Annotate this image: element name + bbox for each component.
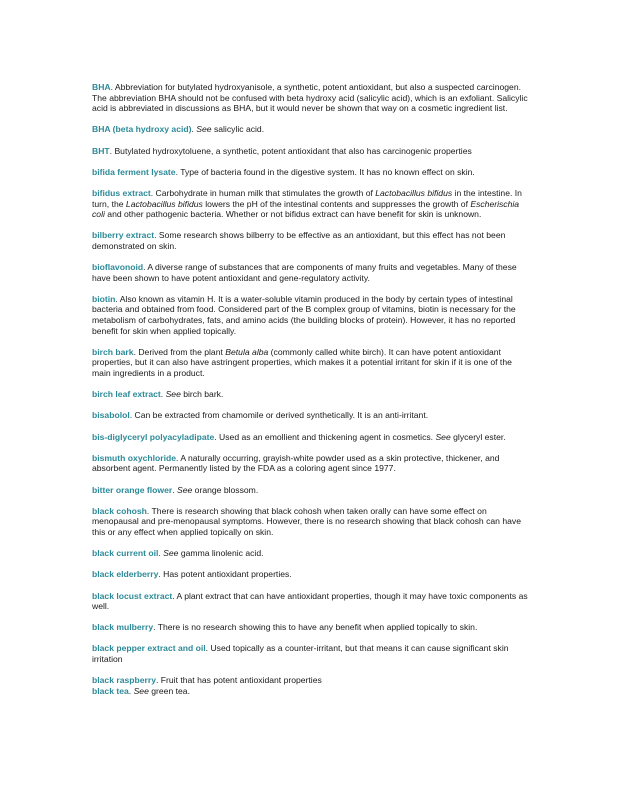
- entry-italic-text: See: [133, 685, 149, 696]
- entry-term: black cohosh: [92, 505, 147, 516]
- entry-term: BHA: [92, 82, 111, 92]
- glossary-entry: [92, 485, 528, 496]
- entry-italic-text: See: [177, 484, 193, 495]
- entry-italic-text: Lactobacillus bifidus: [375, 187, 453, 198]
- entry-term: black mulberry: [92, 622, 154, 633]
- entry-definition-text: . Derived from the plant: [133, 346, 226, 357]
- entry-italic-text: See: [196, 124, 212, 135]
- glossary-entry: [92, 124, 528, 135]
- entry-definition-text: .: [128, 685, 134, 696]
- entry-term: birch bark: [92, 346, 134, 357]
- entry-italic-text: Betula alba: [225, 346, 269, 357]
- entry-italic-text: See: [163, 548, 179, 559]
- entry-term: black current oil: [92, 548, 159, 559]
- entry-definition-text: glyceryl ester.: [450, 431, 506, 442]
- entry-definition-text: lowers the pH of the intestinal contents and suppresses the growth of: [202, 198, 471, 209]
- entry-definition-text: .: [160, 389, 166, 400]
- glossary-entry: [92, 347, 528, 379]
- entry-term: bisabolol: [92, 410, 130, 421]
- entry-definition-text: . Some research shows bilberry to be effective as an antioxidant, but this effect has not been demonstrated on skin.: [92, 230, 506, 251]
- entry-definition-text: . Has potent antioxidant properties.: [158, 569, 292, 580]
- glossary-entry: [92, 686, 528, 697]
- entry-term: BHT: [92, 145, 110, 156]
- entry-definition-text: . Used as an emollient and thickening agent in cosmetics.: [214, 431, 436, 442]
- entry-italic-text: See: [435, 431, 451, 442]
- glossary-entry: [92, 410, 528, 421]
- entry-italic-text: Lactobacillus bifidus: [125, 198, 203, 209]
- glossary-entry: [92, 432, 528, 443]
- entry-term: bilberry extract: [92, 230, 155, 241]
- glossary-entry: [92, 262, 528, 283]
- entry-term: bismuth oxychloride: [92, 452, 177, 463]
- entry-definition-text: .: [172, 484, 177, 495]
- entry-term: bioflavonoid: [92, 262, 144, 273]
- entry-term: black tea: [92, 685, 129, 696]
- entry-definition-text: . Type of bacteria found in the digestive system. It has no known effect on skin.: [175, 166, 475, 177]
- entry-term: BHA (beta hydroxy acid): [92, 124, 192, 135]
- entry-definition-text: birch bark.: [180, 389, 224, 400]
- glossary-entry: [92, 675, 528, 686]
- entry-definition-text: and other pathogenic bacteria. Whether or not bifidus extract can have benefit for skin is unknown.: [104, 209, 482, 220]
- entry-definition-text: in the intestine. In turn, the: [92, 187, 522, 209]
- glossary-entry: [92, 82, 528, 114]
- entry-definition-text: . A diverse range of substances that are components of many fruits and vegetables. Many of these have been shown to have potent antioxidant and gene-regulatory activity.: [92, 262, 517, 283]
- entry-definition-text: . Carbohydrate in human milk that stimulates the growth of: [150, 187, 376, 198]
- entry-definition-text: . A plant extract that can have antioxidant properties, though it may have toxic components as well.: [92, 590, 528, 612]
- entry-term: bifida ferment lysate: [92, 166, 176, 177]
- glossary-entry: [92, 167, 528, 178]
- entry-term: black pepper extract and oil: [92, 643, 206, 654]
- entry-definition-text: (commonly called white birch). It can have potent antioxidant properties, but it can also have astringent properties, which makes it a potential irritant for skin if it is one of the main ingredients in a product.: [92, 346, 512, 379]
- glossary-entry: [92, 230, 528, 251]
- entry-italic-text: Escherischia coli: [92, 198, 520, 220]
- glossary-entry: [92, 389, 528, 400]
- entry-definition-text: .: [158, 548, 164, 559]
- entry-definition-text: . There is research showing that black cohosh when taken orally can have some effect on menopausal and pre-menopausal symptoms. However, there is no research showing that black cohosh can have this or any effect when applied topically on skin.: [92, 505, 521, 537]
- entry-term: black elderberry: [92, 569, 159, 580]
- glossary-entries: [92, 82, 528, 707]
- glossary-entry: [92, 643, 528, 664]
- glossary-entry: [92, 622, 528, 633]
- entry-definition-text: .: [191, 124, 197, 135]
- entry-definition-text: orange blossom.: [192, 484, 259, 495]
- glossary-entry: [92, 294, 528, 336]
- entry-definition-text: gamma linolenic acid.: [178, 548, 264, 559]
- entry-term: bis-diglyceryl polyacyladipate: [92, 431, 215, 442]
- glossary-entry: [92, 453, 528, 474]
- entry-italic-text: See: [165, 389, 181, 400]
- entry-definition-text: . Fruit that has potent antioxidant properties: [156, 675, 322, 686]
- glossary-entry: [92, 591, 528, 612]
- entry-definition-text: . Also known as vitamin H. It is a water-soluble vitamin produced in the body by certain types of intestinal bacteria and obtained from food. Considered part of the B complex group of vitamins, biotin is necessary for the metabolism of carbohydrates, fats, and amino acids (the building blocks of protein). However, it has no reported benefit for skin when applied topically.: [92, 293, 516, 336]
- entry-definition-text: salicylic acid.: [211, 124, 265, 135]
- entry-term: black raspberry: [92, 675, 157, 686]
- glossary-entry: [92, 188, 528, 220]
- entry-definition-text: . Butylated hydroxytoluene, a synthetic, potent antioxidant that also has carcinogenic properties: [109, 145, 472, 156]
- entry-definition-text: green tea.: [148, 685, 190, 696]
- entry-term: black locust extract: [92, 590, 173, 601]
- entry-definition-text: . Can be extracted from chamomile or derived synthetically. It is an anti-irritant.: [129, 410, 429, 421]
- entry-term: biotin: [92, 293, 116, 304]
- entry-term: birch leaf extract: [92, 389, 161, 400]
- entry-definition-text: . There is no research showing this to have any benefit when applied topically to skin.: [153, 622, 478, 633]
- entry-term: bitter orange flower: [92, 484, 173, 495]
- glossary-entry: [92, 506, 528, 538]
- entry-definition-text: . Abbreviation for butylated hydroxyanisole, a synthetic, potent antioxidant, but also a suspected carcinogen. The abbreviation BHA should not be confused with beta hydroxy acid (salicylic acid), which is an exfoliant. Salicylic acid is abbreviated in discussions as BHA, but it would never be shown that way on a cosmetic ingredient list.: [92, 82, 528, 114]
- entry-definition-text: . A naturally occurring, grayish-white powder used as a skin protective, thickener, and absorbent agent. Permanently listed by the FDA as a coloring agent since 1977.: [92, 452, 500, 474]
- glossary-entry: [92, 548, 528, 559]
- glossary-entry: [92, 146, 528, 157]
- glossary-entry: [92, 569, 528, 580]
- entry-term: bifidus extract: [92, 187, 151, 198]
- entry-definition-text: . Used topically as a counter-irritant, but that means it can cause significant skin irritation: [92, 643, 509, 665]
